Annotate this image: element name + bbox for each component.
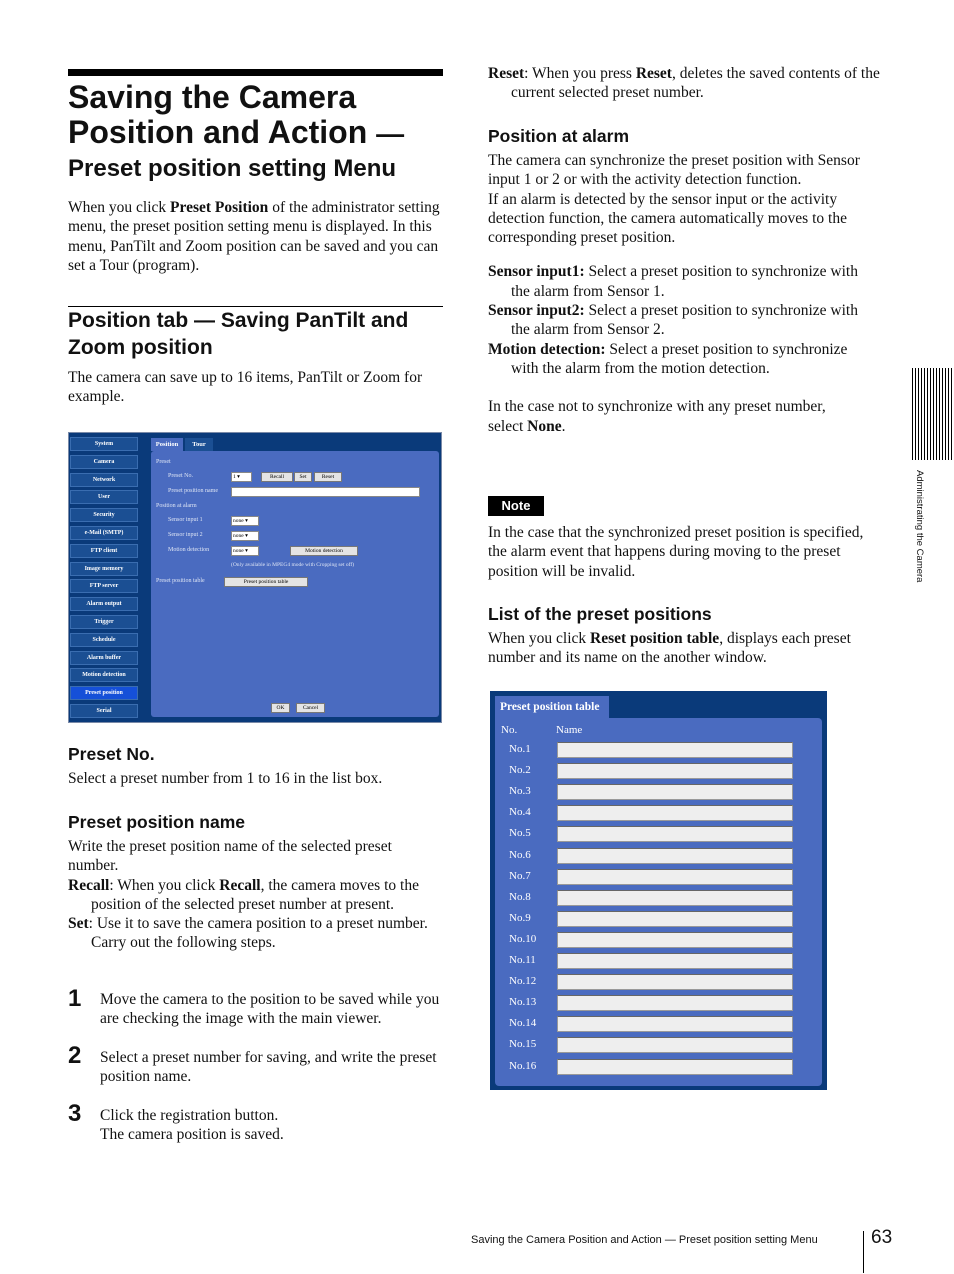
alarm-p2: If an alarm is detected by the sensor input or the activity detection function, the camera automatically moves to the corresponding preset position. xyxy=(488,190,847,247)
row-number: No.2 xyxy=(509,764,531,777)
sidebar-item-network[interactable]: Network xyxy=(70,473,138,487)
chevron-down-icon: ▾ xyxy=(245,518,248,524)
step-2-text: Select a preset number for saving, and write the preset position name. xyxy=(100,1049,437,1086)
sidebar-item-alarm-output[interactable]: Alarm output xyxy=(70,597,138,611)
row-name-field[interactable] xyxy=(557,848,793,864)
preset-name-text: Write the preset position name of the selected preset number. xyxy=(68,838,392,875)
footer-text: Saving the Camera Position and Action — Preset position setting Menu xyxy=(471,1234,818,1246)
reset-definition xyxy=(488,64,887,103)
tab-tour[interactable]: Tour xyxy=(185,438,213,451)
page-title-line1: Saving the Camera xyxy=(68,79,357,115)
sensor2-term: Sensor input2: xyxy=(488,302,585,320)
step-1-text: Move the camera to the position to be saved while you are checking the image with the main viewer. xyxy=(100,991,440,1028)
row-name-field[interactable] xyxy=(557,1059,793,1075)
note-badge: Note xyxy=(488,496,544,516)
table-row xyxy=(495,932,822,948)
recall-definition xyxy=(68,876,443,915)
table-row xyxy=(495,784,822,800)
row-number: No.7 xyxy=(509,869,531,882)
reset-term-2: Reset xyxy=(635,65,672,82)
title-dash: — xyxy=(376,118,405,149)
motion-value: none xyxy=(233,548,244,554)
preset-name-body xyxy=(68,837,443,953)
sensor2-select[interactable] xyxy=(231,531,259,541)
preset-name-input[interactable] xyxy=(231,487,420,497)
preset-table-button[interactable]: Preset position table xyxy=(224,577,308,587)
list-text xyxy=(488,629,864,668)
row-name-field[interactable] xyxy=(557,890,793,906)
preset-group-label: Preset xyxy=(156,459,171,465)
sensor1-definition xyxy=(488,262,864,301)
preset-table-label: Preset position table xyxy=(156,578,205,584)
none-text-1: In the case not to synchronize with any preset number, select xyxy=(488,398,826,435)
row-name-field[interactable] xyxy=(557,1037,793,1053)
none-paragraph xyxy=(488,397,864,436)
chapter-tab-text: Administrating the Camera xyxy=(914,470,925,583)
page-title-line2-text: Position and Action xyxy=(68,114,368,150)
set-definition xyxy=(68,914,443,933)
table-row xyxy=(495,974,822,990)
preset-name-label: Preset position name xyxy=(168,488,218,494)
row-name-field[interactable] xyxy=(557,805,793,821)
row-number: No.6 xyxy=(509,848,531,861)
step-3-number: 3 xyxy=(68,1100,82,1127)
preset-no-select[interactable] xyxy=(231,472,252,482)
table-row xyxy=(495,805,822,821)
set-term: Set xyxy=(68,915,89,933)
motion-term: Motion detection: xyxy=(488,340,606,358)
ok-button[interactable]: OK xyxy=(271,703,290,713)
table-row xyxy=(495,890,822,906)
step-3-text-2: The camera position is saved. xyxy=(100,1126,284,1144)
chapter-tab-marker xyxy=(912,368,954,460)
row-number: No.11 xyxy=(509,954,536,966)
sidebar-item-serial[interactable]: Serial xyxy=(70,704,138,718)
motion-detection-button[interactable]: Motion detection xyxy=(290,546,358,556)
reset-button[interactable]: Reset xyxy=(314,472,342,482)
sidebar-item-system[interactable]: System xyxy=(70,437,138,451)
table-row xyxy=(495,848,822,864)
sidebar-item-alarm-buffer[interactable]: Alarm buffer xyxy=(70,651,138,665)
page-title xyxy=(68,80,468,151)
sensor1-term: Sensor input1: xyxy=(488,263,585,281)
sensor2-label: Sensor input 2 xyxy=(168,532,203,538)
preset-table-screenshot xyxy=(490,691,827,1090)
recall-button[interactable]: Recall xyxy=(261,472,293,482)
note-text: In the case that the synchronized preset position is specified, the alarm event that happens during moving to the preset position will be invalid. xyxy=(488,524,864,580)
row-number: No.3 xyxy=(509,785,531,798)
settings-panel xyxy=(151,451,439,717)
row-number: No.13 xyxy=(509,996,537,1009)
table-row xyxy=(495,1037,822,1053)
none-term: None xyxy=(527,417,562,435)
intro-paragraph xyxy=(68,198,443,275)
sidebar-item-ftp-server[interactable]: FTP server xyxy=(70,579,138,593)
table-row xyxy=(495,826,822,842)
table-row xyxy=(495,1059,822,1075)
row-number: No.16 xyxy=(509,1059,537,1072)
sensor1-label: Sensor input 1 xyxy=(168,517,203,523)
row-number: No.9 xyxy=(509,911,531,924)
set-text: : Use it to save the camera position to a preset number. xyxy=(88,915,428,933)
sidebar-item-user[interactable]: User xyxy=(70,490,138,504)
none-text-2: . xyxy=(561,417,566,435)
sensor1-text: Select a preset position to synchronize with the alarm from Sensor 1. xyxy=(511,263,858,300)
preset-table-title: Preset position table xyxy=(495,696,609,718)
cancel-button[interactable]: Cancel xyxy=(296,703,325,713)
row-name-field[interactable] xyxy=(557,953,793,969)
sensor1-value: none xyxy=(233,518,244,524)
table-row xyxy=(495,742,822,758)
row-name-field[interactable] xyxy=(557,1016,793,1032)
sensor1-select[interactable] xyxy=(231,516,259,526)
row-name-field[interactable] xyxy=(557,826,793,842)
list-text-1: When you click xyxy=(488,630,591,647)
position-at-alarm-label: Position at alarm xyxy=(156,503,197,509)
sidebar-item-trigger[interactable]: Trigger xyxy=(70,615,138,629)
chevron-down-icon: ▾ xyxy=(245,533,248,539)
tab-position[interactable]: Position xyxy=(151,438,183,451)
preset-name-heading: Preset position name xyxy=(68,812,245,832)
footer-divider xyxy=(863,1231,864,1273)
intro-text-1: When you click xyxy=(68,199,171,216)
sidebar-item-ftp-client[interactable]: FTP client xyxy=(70,544,138,558)
preset-no-label: Preset No. xyxy=(168,473,193,479)
recall-text-1: : When you click xyxy=(109,876,220,894)
reset-text-1: : When you press xyxy=(524,65,636,82)
recall-term: Recall xyxy=(68,876,110,894)
recall-term-2: Recall xyxy=(219,876,261,894)
row-number: No.4 xyxy=(509,806,531,819)
list-heading: List of the preset positions xyxy=(488,604,712,624)
table-row xyxy=(495,995,822,1011)
preset-table-panel xyxy=(495,718,822,1086)
alarm-p1: The camera can synchronize the preset position with Sensor input 1 or 2 or with the activity detection function. xyxy=(488,152,860,189)
sidebar-item-motion-detection[interactable]: Motion detection xyxy=(70,668,138,682)
chevron-down-icon: ▾ xyxy=(237,474,240,480)
row-name-field[interactable] xyxy=(557,784,793,800)
row-name-field[interactable] xyxy=(557,911,793,927)
row-name-field[interactable] xyxy=(557,742,793,758)
row-number: No.5 xyxy=(509,827,531,840)
column-no: No. xyxy=(501,724,518,736)
alarm-body xyxy=(488,151,864,436)
chapter-tab-label xyxy=(915,470,929,620)
table-row xyxy=(495,1016,822,1032)
section-text: The camera can save up to 16 items, PanTilt or Zoom for example. xyxy=(68,369,423,406)
row-name-field[interactable] xyxy=(557,763,793,779)
section-title: Position tab — Saving PanTilt and Zoom position xyxy=(68,309,409,359)
sensor2-text: Select a preset position to synchronize with the alarm from Sensor 2. xyxy=(511,302,858,339)
row-number: No.10 xyxy=(509,932,537,945)
row-number: No.15 xyxy=(509,1038,537,1051)
preset-no-value: 1 xyxy=(233,474,236,480)
page-number: 63 xyxy=(871,1227,893,1248)
list-term: Reset position table xyxy=(590,630,720,647)
step-3-body xyxy=(100,1106,445,1145)
preset-no-text: Select a preset number from 1 to 16 in the list box. xyxy=(68,770,383,787)
settings-screenshot xyxy=(68,432,442,723)
set-button[interactable]: Set xyxy=(294,472,312,482)
step-1-number: 1 xyxy=(68,985,82,1012)
row-number: No.14 xyxy=(509,1017,537,1030)
sidebar-item-security[interactable]: Security xyxy=(70,508,138,522)
column-name: Name xyxy=(556,724,583,736)
recall-text-2: , the camera moves to the position of the selected preset number at present. xyxy=(91,876,419,913)
title-bar-rule xyxy=(68,69,443,76)
table-row xyxy=(495,869,822,885)
sensor2-value: none xyxy=(233,533,244,539)
step-2-number: 2 xyxy=(68,1042,82,1069)
row-name-field[interactable] xyxy=(557,995,793,1011)
mpeg-note: (Only available in MPEG4 mode with Cropping set off) xyxy=(231,562,355,568)
motion-definition xyxy=(488,340,864,379)
page-subtitle: Preset position setting Menu xyxy=(68,155,397,182)
sidebar-item-preset-position[interactable]: Preset position xyxy=(70,686,138,700)
preset-no-heading: Preset No. xyxy=(68,744,155,764)
table-row xyxy=(495,953,822,969)
sidebar-item-schedule[interactable]: Schedule xyxy=(70,633,138,647)
alarm-heading: Position at alarm xyxy=(488,126,630,146)
row-number: No.8 xyxy=(509,890,531,903)
row-number: No.1 xyxy=(509,743,531,755)
sidebar-item-image-memory[interactable]: Image memory xyxy=(70,562,138,576)
chevron-down-icon: ▾ xyxy=(245,548,248,554)
carry-out-text: Carry out the following steps. xyxy=(91,934,276,952)
motion-label: Motion detection xyxy=(168,547,210,553)
reset-text-2: , deletes the saved contents of the current selected preset number. xyxy=(511,65,880,102)
intro-bold: Preset Position xyxy=(170,199,269,216)
motion-text: Select a preset position to synchronize with the alarm from the motion detection. xyxy=(511,340,848,377)
row-name-field[interactable] xyxy=(557,869,793,885)
table-row xyxy=(495,763,822,779)
table-row xyxy=(495,911,822,927)
sensor2-definition xyxy=(488,301,864,340)
row-name-field[interactable] xyxy=(557,932,793,948)
page-title-line2 xyxy=(68,115,468,151)
list-text-2: , displays each preset number and its name on the another window. xyxy=(488,630,851,667)
motion-select[interactable] xyxy=(231,546,259,556)
intro-text-2: of the administrator setting menu, the preset position setting menu is displayed. In this menu, PanTilt and Zoom position can be saved and you can set a Tour (program). xyxy=(68,199,440,274)
step-3-text: Click the registration button. xyxy=(100,1107,279,1124)
row-number: No.12 xyxy=(509,975,537,988)
sidebar-item-camera[interactable]: Camera xyxy=(70,455,138,469)
sidebar-item-e-mail-smtp[interactable]: e-Mail (SMTP) xyxy=(70,526,138,540)
reset-term: Reset xyxy=(488,65,525,82)
row-name-field[interactable] xyxy=(557,974,793,990)
